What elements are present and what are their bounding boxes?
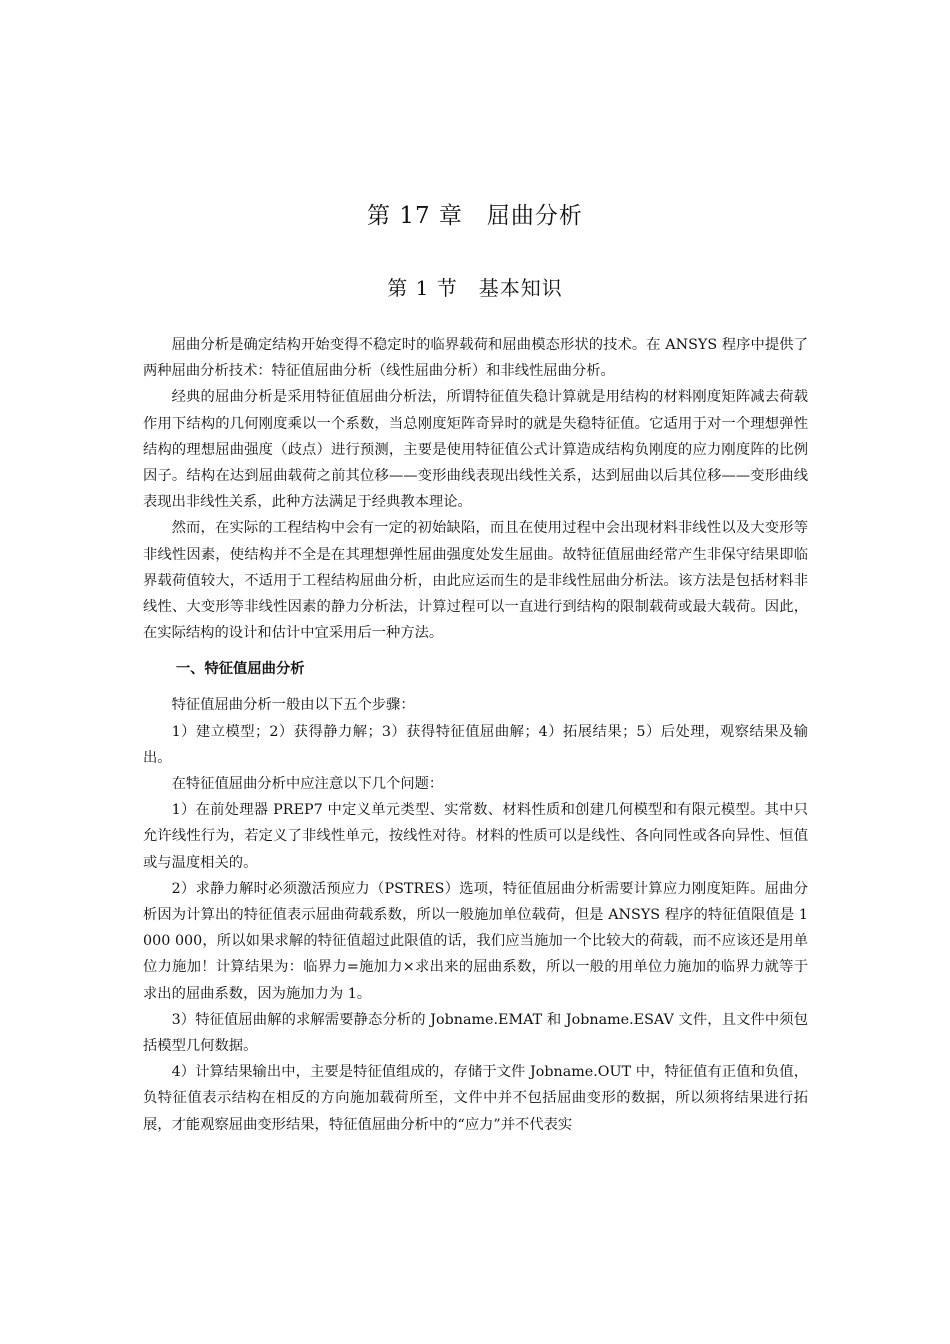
section-title: 第 1 节 基本知识 — [387, 276, 563, 300]
paragraph: 2）求静力解时必须激活预应力（PSTRES）选项，特征值屈曲分析需要计算应力刚度矩阵。屈曲分析因为计算出的特征值表示屈曲荷载系数，所以一般施加单位载荷，但是 ANSYS 程序的特征值限值是 1 000 000，所以如果求解的特征值超过此限值的话，我们应当施加一个比较大的荷载，而不应该还是用单位力施加！计算结果为：临界力=施加力×求出来的屈曲系数，所以一般的用单位力施加的临界力就等于求出的屈曲系数，因为施加力为 1。 — [143, 880, 808, 1002]
body-text — [143, 332, 808, 1138]
paragraph: 1）建立模型；2）获得静力解；3）获得特征值屈曲解；4）拓展结果；5）后处理，观察结果及输出。 — [143, 723, 808, 766]
paragraph: 4）计算结果输出中，主要是特征值组成的，存储于文件 Jobname.OUT 中，特征值有正值和负值，负特征值表示结构在相反的方向施加载荷所至，文件中并不包括屈曲变形的数据，所以须将结果进行拓展，才能观察屈曲变形结果，特征值屈曲分析中的“应力”并不代表实 — [143, 1064, 808, 1133]
paragraph: 3）特征值屈曲解的求解需要静态分析的 Jobname.EMAT 和 Jobname.ESAV 文件，且文件中须包括模型几何数据。 — [143, 1011, 808, 1055]
paragraph: 特征值屈曲分析一般由以下五个步骤： — [171, 697, 415, 714]
paragraph: 然而，在实际的工程结构中会有一定的初始缺陷，而且在使用过程中会出现材料非线性以及大变形等非线性因素，使结构并不全是在其理想弹性屈曲强度处发生屈曲。故特征值屈曲经常产生非保守结果即临界载荷值较大，不适用于工程结构屈曲分析，由此应运而生的是非线性屈曲分析法。该方法是包括材料非线性、大变形等非线性因素的静力分析法，计算过程可以一直进行到结构的限制载荷或最大载荷。因此，在实际结构的设计和估计中宜采用后一种方法。 — [143, 520, 808, 642]
paragraph: 在特征值屈曲分析中应注意以下几个问题： — [171, 776, 444, 793]
paragraph: 屈曲分析是确定结构开始变得不稳定时的临界载荷和屈曲模态形状的技术。在 ANSYS 程序中提供了两种屈曲分析技术：特征值屈曲分析（线性屈曲分析）和非线性屈曲分析。 — [143, 337, 808, 380]
subsection-heading: 一、特征值屈曲分析 — [175, 661, 305, 678]
paragraph: 经典的屈曲分析是采用特征值屈曲分析法，所谓特征值失稳计算就是用结构的材料刚度矩阵减去荷载作用下结构的几何刚度乘以一个系数，当总刚度矩阵奇异时的就是失稳特征值。它适用于对一个理想弹性结构的理想屈曲强度（歧点）进行预测，主要是使用特征值公式计算造成结构负刚度的应力刚度阵的比例因子。结构在达到屈曲载荷之前其位移——变形曲线表现出线性关系，达到屈曲以后其位移——变形曲线表现出非线性关系，此种方法满足于经典教本理论。 — [143, 389, 808, 511]
paragraph: 1）在前处理器 PREP7 中定义单元类型、实常数、材料性质和创建几何模型和有限元模型。其中只允许线性行为，若定义了非线性单元，按线性对待。材料的性质可以是线性、各向同性或各向异性、恒值或与温度相关的。 — [143, 802, 808, 871]
chapter-title: 第 17 章 屈曲分析 — [367, 203, 583, 229]
